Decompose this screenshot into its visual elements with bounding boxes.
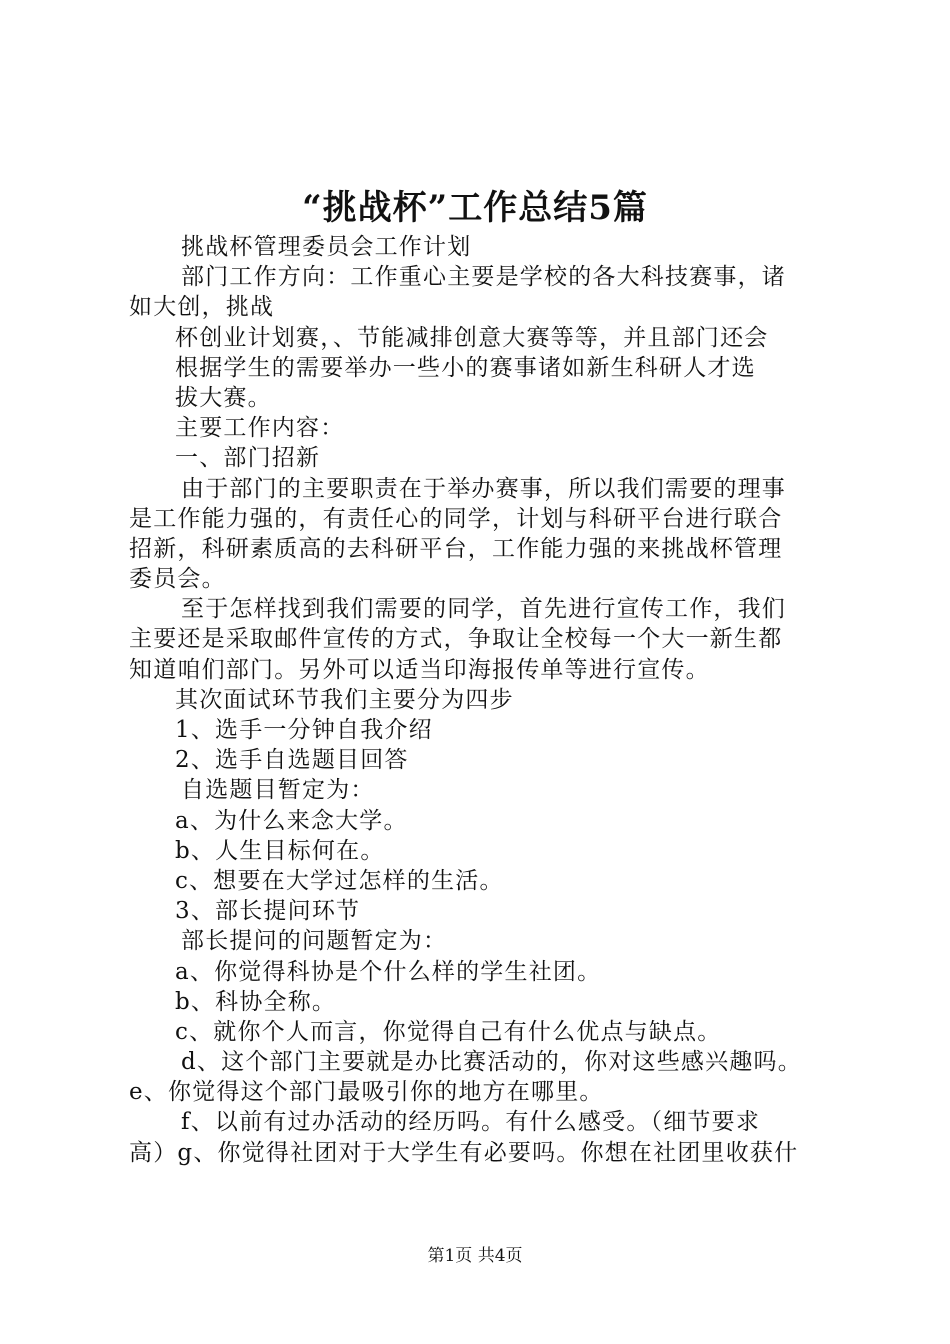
paragraph-line: e、你觉得这个部门最吸引你的地方在哪里。: [129, 1079, 604, 1106]
paragraph-line: 委员会。: [129, 566, 226, 593]
paragraph-line: 由于部门的主要职责在于举办赛事，所以我们需要的理事: [181, 475, 786, 502]
paragraph-line: 杯创业计划赛，、节能减排创意大赛等等，并且部门还会: [175, 324, 769, 351]
paragraph-line: 如大创，挑战: [129, 294, 275, 321]
paragraph-line: c、就你个人而言，你觉得自己有什么优点与缺点。: [175, 1018, 722, 1045]
paragraph-line: 主要工作内容：: [175, 415, 345, 442]
paragraph-line: a、你觉得科协是个什么样的学生社团。: [175, 958, 602, 985]
paragraph-line: 主要还是采取邮件宣传的方式，争取让全校每一个大一新生都: [129, 626, 783, 653]
paragraph-line: c、想要在大学过怎样的生活。: [175, 867, 504, 894]
paragraph-line: 高）g、你觉得社团对于大学生有必要吗。你想在社团里收获什: [129, 1139, 799, 1166]
paragraph-line: b、科协全称。: [175, 988, 337, 1015]
paragraph-line: 知道咱们部门。另外可以适当印海报传单等进行宣传。: [129, 656, 710, 683]
paragraph-line: 拔大赛。: [175, 384, 272, 411]
paragraph-line: a、为什么来念大学。: [175, 807, 408, 834]
paragraph-line: 其次面试环节我们主要分为四步: [175, 686, 514, 713]
paragraph-line: 1、选手一分钟自我介绍: [175, 717, 433, 743]
paragraph-line: b、人生目标何在。: [175, 837, 385, 864]
paragraph-line: 是工作能力强的，有责任心的同学，计划与科研平台进行联合: [129, 505, 783, 532]
paragraph-line: 部长提问的问题暂定为：: [181, 928, 448, 955]
document-title: “挑战杯”工作总结5篇: [302, 188, 648, 228]
paragraph-line: 至于怎样找到我们需要的同学，首先进行宣传工作，我们: [181, 596, 786, 623]
paragraph-line: 挑战杯管理委员会工作计划: [181, 234, 472, 260]
paragraph-line: 招新，科研素质高的去科研平台，工作能力强的来挑战杯管理: [129, 535, 783, 562]
paragraph-line: 自选题目暂定为：: [181, 777, 375, 804]
paragraph-line: 根据学生的需要举办一些小的赛事诸如新生科研人才选: [175, 354, 756, 381]
paragraph-line: 一、部门招新: [175, 445, 321, 472]
paragraph-line: d、这个部门主要就是办比赛活动的，你对这些感兴趣吗。: [181, 1049, 802, 1076]
paragraph-line: 部门工作方向：工作重心主要是学校的各大科技赛事，诸: [181, 264, 786, 291]
paragraph-line: f、以前有过办活动的经历吗。有什么感受。（细节要求: [181, 1109, 761, 1136]
page-footer: 第1页 共4页: [427, 1246, 523, 1266]
paragraph-line: 2、选手自选题目回答: [175, 747, 409, 774]
document-body: [129, 232, 849, 1168]
paragraph-line: 3、部长提问环节: [175, 898, 361, 925]
